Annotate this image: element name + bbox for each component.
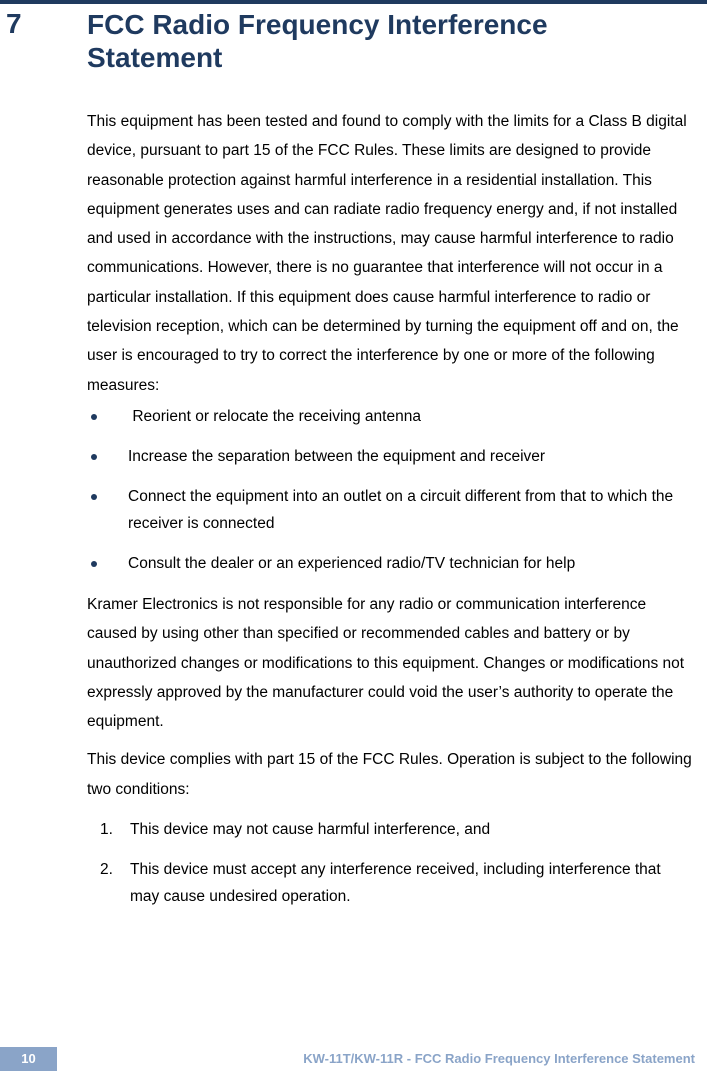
bullet-icon xyxy=(91,494,97,500)
page-number: 10 xyxy=(0,1047,57,1071)
list-item xyxy=(87,443,692,470)
compliance-paragraph: This device complies with part 15 of the FCC Rules. Operation is subject to the following two conditions: xyxy=(87,751,692,798)
chapter-title: FCC Radio Frequency Interference Statement xyxy=(87,9,548,73)
intro-paragraph: This equipment has been tested and found to comply with the limits for a Class B digital device, pursuant to part 15 of the FCC Rules. These limits are designed to provide reasonable protection against harmful interference in a residential installation. This equipment generates uses and can radiate radio frequency energy and, if not installed and used in accordance with the instructions, may cause harmful interference to radio communications. However, there is no guarantee that interference will not occur in a particular installation. If this equipment does cause harmful interference to radio or television reception, which can be determined by turning the equipment off and on, the user is encouraged to try to correct the interference by one or more of the following measures: xyxy=(87,113,687,394)
measures-list xyxy=(87,403,692,577)
list-item-text: Increase the separation between the equipment and receiver xyxy=(128,447,546,465)
list-item xyxy=(87,816,692,843)
main-content xyxy=(87,107,692,923)
list-item xyxy=(87,403,692,430)
list-number: 2. xyxy=(100,861,113,879)
running-footer-title: KW-11T/KW-11R - FCC Radio Frequency Interference Statement xyxy=(303,1051,695,1066)
list-item-text: This device must accept any interference received, including interference that may cause undesired operation. xyxy=(130,861,661,906)
list-item-text: This device may not cause harmful interference, and xyxy=(130,821,491,839)
list-item-text: Reorient or relocate the receiving antenna xyxy=(128,407,421,425)
list-item-text: Consult the dealer or an experienced radio/TV technician for help xyxy=(128,554,576,572)
list-item xyxy=(87,856,692,910)
liability-paragraph: Kramer Electronics is not responsible for any radio or communication interference caused by using other than specified or recommended cables and battery or by unauthorized changes or modifications to this equipment. Changes or modifications not expressly approved by the manufacturer could void the user’s authority to operate the equipment. xyxy=(87,595,685,731)
bullet-icon xyxy=(91,561,97,567)
bullet-icon xyxy=(91,454,97,460)
list-number: 1. xyxy=(100,821,113,839)
list-item xyxy=(87,483,692,537)
list-item-text: Connect the equipment into an outlet on a circuit different from that to which the receiver is connected xyxy=(128,487,674,532)
chapter-number: 7 xyxy=(6,8,22,39)
bullet-icon xyxy=(91,414,97,420)
conditions-list xyxy=(87,816,692,910)
top-rule xyxy=(0,0,707,4)
list-item xyxy=(87,550,692,577)
